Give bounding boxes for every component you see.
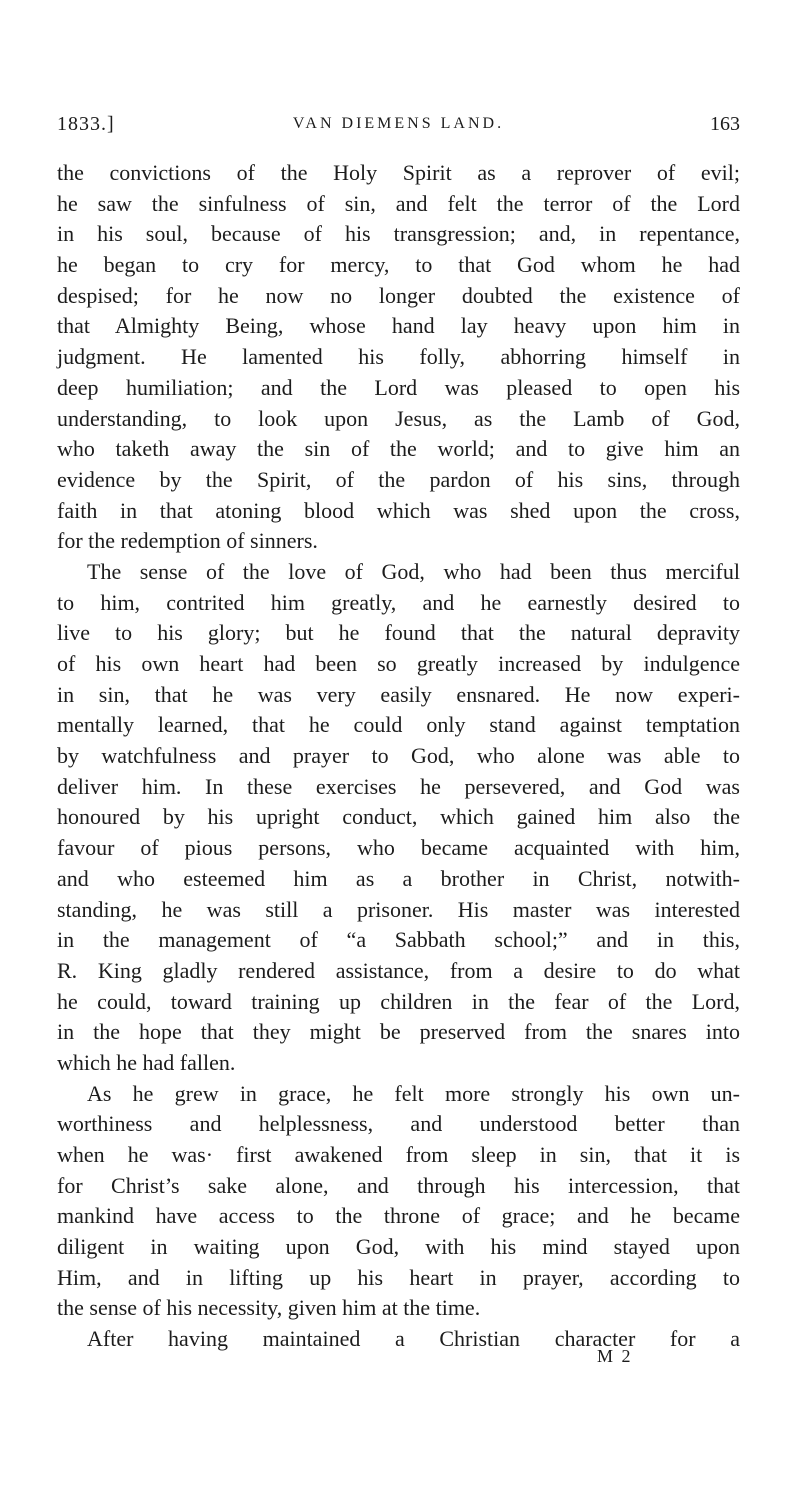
text-line: R. King gladly rendered assistance, from a desire to do what bbox=[57, 957, 740, 983]
running-head bbox=[57, 113, 740, 143]
text-line: As he grew in grace, he felt more strongly his own un- bbox=[87, 1080, 740, 1106]
body-text bbox=[57, 158, 740, 1355]
text-line: Him, and in lifting up his heart in prayer, according to bbox=[57, 1264, 740, 1290]
text-line: in the management of “a Sabbath school;” and in this, bbox=[57, 927, 740, 953]
text-line: he could, toward training up children in the fear of the Lord, bbox=[57, 988, 740, 1014]
text-line: who taketh away the sin of the world; and to give him an bbox=[57, 436, 740, 462]
text-line: in sin, that he was very easily ensnared. He now experi- bbox=[57, 681, 740, 707]
text-line: deliver him. In these exercises he persevered, and God was bbox=[57, 773, 740, 799]
text-line: standing, he was still a prisoner. His master was interested bbox=[57, 896, 740, 922]
text-line: the sense of his necessity, given him at the time. bbox=[57, 1295, 481, 1321]
text-line: the convictions of the Holy Spirit as a reprover of evil; bbox=[57, 160, 740, 185]
text-line: judgment. He lamented his folly, abhorring himself in bbox=[57, 344, 740, 370]
text-line: worthiness and helplessness, and understood better than bbox=[57, 1111, 740, 1137]
text-line: in the hope that they might be preserved from the snares into bbox=[57, 1019, 740, 1045]
text-line: diligent in waiting upon God, with his mind stayed upon bbox=[57, 1234, 740, 1260]
text-line: by watchfulness and prayer to God, who alone was able to bbox=[57, 743, 740, 769]
running-head-year: 1833.] bbox=[57, 113, 115, 135]
text-line: evidence by the Spirit, of the pardon of his sins, through bbox=[57, 466, 740, 492]
text-line: that Almighty Being, whose hand lay heavy upon him in bbox=[57, 313, 740, 339]
text-line: and who esteemed him as a brother in Christ, notwith- bbox=[57, 865, 740, 891]
running-head-title: VAN DIEMENS LAND. bbox=[292, 115, 505, 132]
text-line: mentally learned, that he could only stand against temptation bbox=[57, 712, 740, 738]
text-line: which he had fallen. bbox=[57, 1049, 236, 1075]
text-line: in his soul, because of his transgression; and, in repentance, bbox=[57, 221, 740, 247]
text-line: for Christ’s sake alone, and through his intercession, that bbox=[57, 1172, 740, 1198]
signature-mark: M 2 bbox=[597, 1346, 633, 1366]
text-line: honoured by his upright conduct, which gained him also the bbox=[57, 804, 740, 830]
text-line: After having maintained a Christian character for a bbox=[87, 1326, 740, 1352]
text-line: despised; for he now no longer doubted the existence of bbox=[57, 282, 740, 308]
text-line: deep humiliation; and the Lord was pleased to open his bbox=[57, 374, 740, 400]
text-line: of his own heart had been so greatly increased by indulgence bbox=[57, 651, 740, 676]
text-line: mankind have access to the throne of grace; and he became bbox=[57, 1203, 740, 1229]
page-number: 163 bbox=[710, 113, 740, 135]
text-line: when he was· first awakened from sleep in sin, that it is bbox=[57, 1142, 740, 1167]
text-line: faith in that atoning blood which was shed upon the cross, bbox=[57, 497, 740, 523]
text-line: he saw the sinfulness of sin, and felt the terror of the Lord bbox=[57, 190, 740, 216]
text-line: for the redemption of sinners. bbox=[57, 528, 318, 554]
text-line: The sense of the love of God, who had been thus merciful bbox=[87, 558, 740, 584]
text-line: he began to cry for mercy, to that God whom he had bbox=[57, 252, 740, 278]
text-line: understanding, to look upon Jesus, as the Lamb of God, bbox=[57, 405, 740, 431]
text-line: live to his glory; but he found that the natural depravity bbox=[57, 620, 740, 646]
text-line: favour of pious persons, who became acquainted with him, bbox=[57, 835, 740, 861]
text-line: to him, contrited him greatly, and he earnestly desired to bbox=[57, 589, 740, 615]
